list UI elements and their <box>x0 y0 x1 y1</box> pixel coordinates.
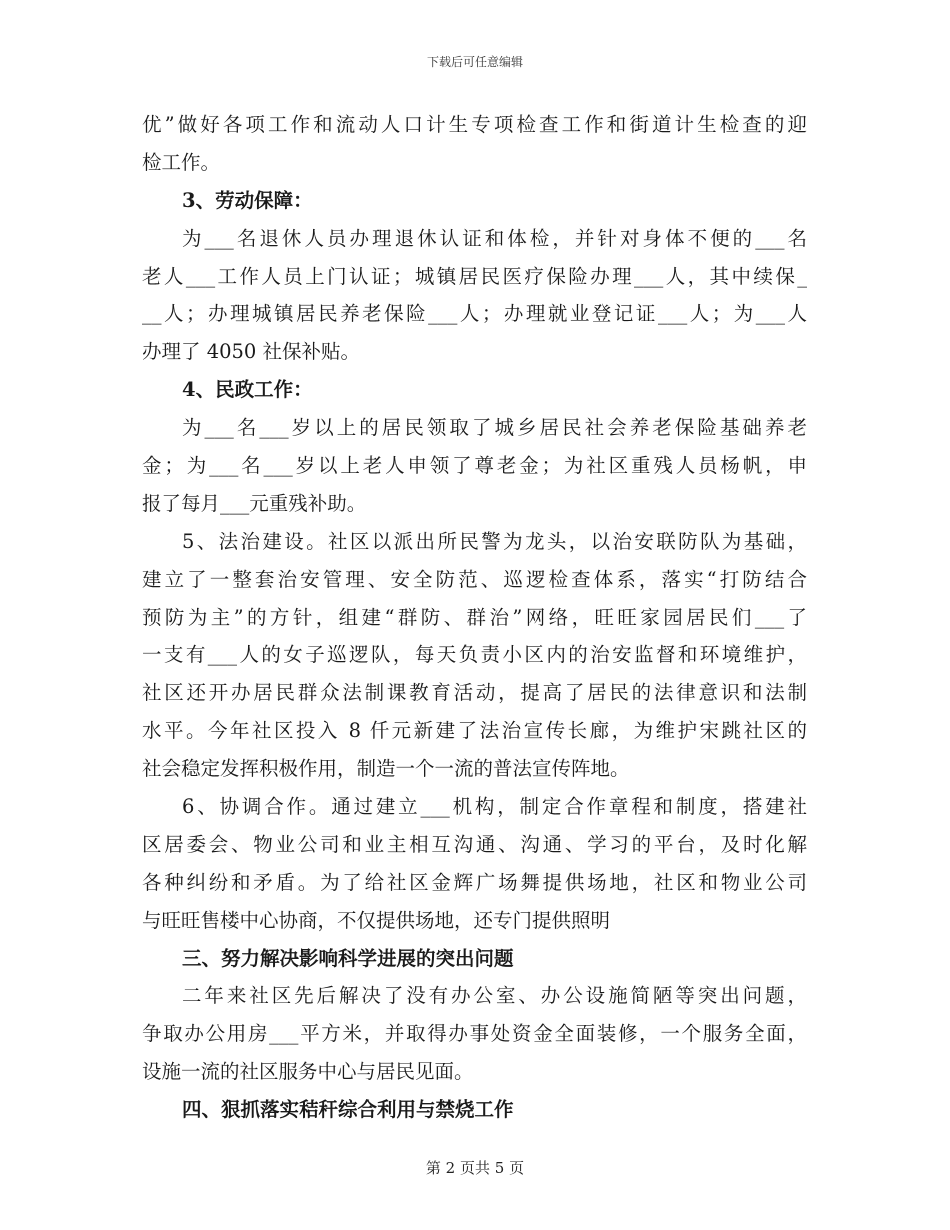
text-line: 老人___工作人员上门认证；城镇居民医疗保险办理___人，其中续保_ <box>142 264 807 288</box>
text-line: 争取办公用房___平方米，并取得办事处资金全面装修，一个服务全面， <box>142 1022 807 1046</box>
text-line: 为___名___岁以上的居民领取了城乡居民社会养老保险基础养老 <box>182 416 807 440</box>
page-footer: 第 2 页共 5 页 <box>425 1159 525 1177</box>
section-heading: 四、狠抓落实秸秆综合利用与禁烧工作 <box>182 1098 514 1122</box>
text-line: 各种纠纷和矛盾。为了给社区金辉广场舞提供场地，社区和物业公司 <box>142 870 807 894</box>
text-line: 与旺旺售楼中心协商，不仅提供场地，还专门提供照明 <box>142 908 611 932</box>
section-heading: 3、劳动保障： <box>182 188 313 212</box>
section-heading: 三、努力解决影响科学进展的突出问题 <box>182 946 514 970</box>
text-line: 建立了一整套治安管理、安全防范、巡逻检查体系，落实“打防结合 <box>142 567 807 591</box>
text-line: 金；为___名___岁以上老人申领了尊老金；为社区重残人员杨帆，申 <box>142 454 807 478</box>
text-line: 报了每月___元重残补助。 <box>142 491 367 515</box>
document-body <box>142 106 807 1129</box>
text-line: 5、法治建设。社区以派出所民警为龙头，以治安联防队为基础， <box>182 529 807 553</box>
text-line: 检工作。 <box>142 150 221 174</box>
text-line: 设施一流的社区服务中心与居民见面。 <box>142 1060 474 1084</box>
page-header: 下载后可任意编辑 <box>426 55 523 69</box>
text-line: 水平。今年社区投入 8 仟元新建了法治宣传长廊，为维护宋跳社区的 <box>142 719 807 743</box>
text-line: 社会稳定发挥积极作用，制造一个一流的普法宣传阵地。 <box>142 757 630 781</box>
text-line: 为___名退休人员办理退休认证和体检，并针对身体不便的___名 <box>182 226 807 250</box>
text-line: __人；办理城镇居民养老保险___人；办理就业登记证___人；为___人 <box>142 302 807 326</box>
text-line: 办理了 4050 社保补贴。 <box>142 340 361 364</box>
text-line: 区居委会、物业公司和业主相互沟通、沟通、学习的平台，及时化解 <box>142 832 807 856</box>
text-line: 一支有___人的女子巡逻队，每天负责小区内的治安监督和环境维护， <box>142 643 807 667</box>
text-line: 二年来社区先后解决了没有办公室、办公设施简陋等突出问题， <box>182 984 807 1008</box>
section-heading: 4、民政工作： <box>182 378 313 402</box>
text-line: 社区还开办居民群众法制课教育活动，提高了居民的法律意识和法制 <box>142 681 807 705</box>
text-line: 预防为主”的方针，组建“群防、群治”网络，旺旺家园居民们___了 <box>142 605 807 629</box>
text-line: 优”做好各项工作和流动人口计生专项检查工作和街道计生检查的迎 <box>142 113 807 136</box>
text-line: 6、协调合作。通过建立___机构，制定合作章程和制度，搭建社 <box>182 795 807 819</box>
